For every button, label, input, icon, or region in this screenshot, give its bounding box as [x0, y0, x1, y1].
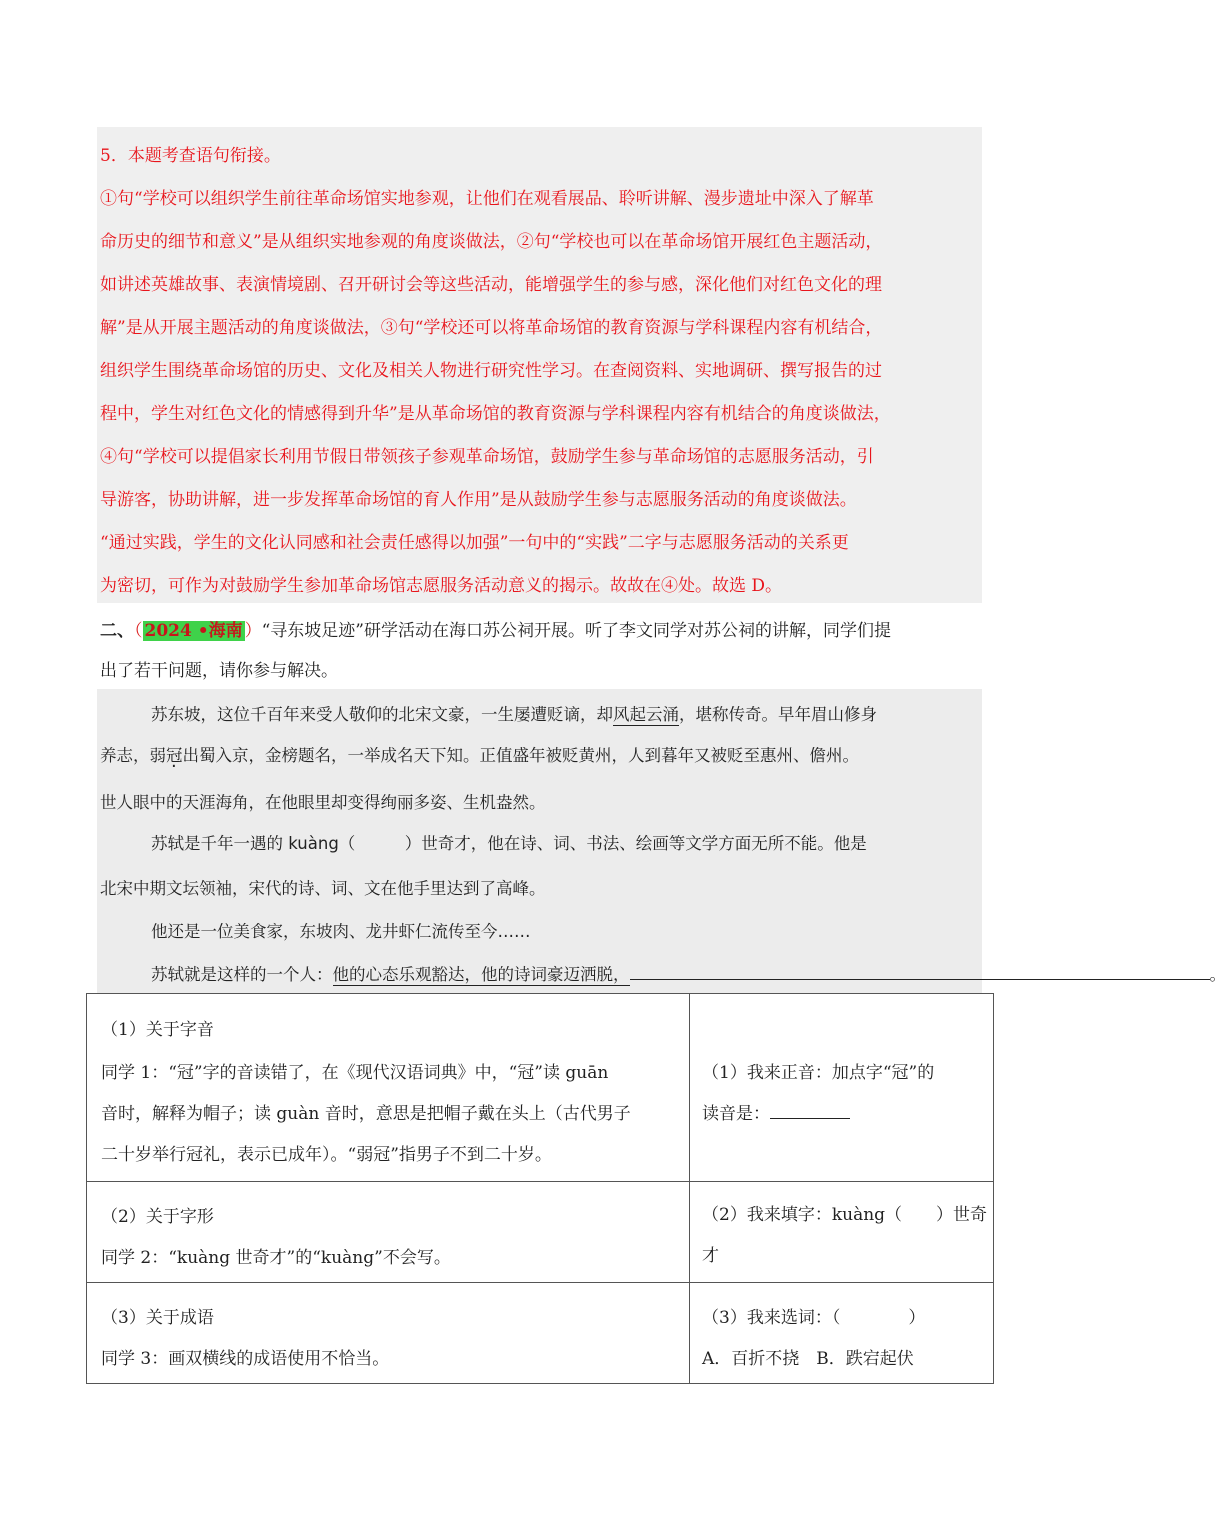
cell-text: 音时，解释为帽子；读 guàn 音时，意思是把帽子戴在头上（古代男子 [101, 1104, 631, 1124]
cell-text: 同学 3：画双横线的成语使用不恰当。 [101, 1349, 390, 1369]
answer-line: ①句“学校可以组织学生前往革命场馆实地参观，让他们在观看展品、聆听讲解、漫步遗址中深入了解革 [100, 189, 874, 209]
answer-line: 为密切，可作为对鼓励学生参加革命场馆志愿服务活动意义的揭示。故故在④处。故选 D。 [100, 576, 783, 596]
passage-text: 出蜀入京，金榜题名，一举成名天下知。正值盛年被贬黄州，人到暮年又被贬至惠州、儋州。 [182, 746, 859, 765]
cell-text: 读音是： [702, 1104, 770, 1124]
answer-line: 程中，学生对红色文化的情感得到升华”是从革命场馆的教育资源与学科课程内容有机结合的角度谈做法， [100, 404, 891, 424]
reading-passage [97, 689, 1226, 994]
passage-line [151, 701, 877, 725]
cell-text: 二十岁举行冠礼，表示已成年）。“弱冠”指男子不到二十岁。 [101, 1145, 552, 1165]
answer-line: 导游客，协助讲解，进一步发挥革命场馆的育人作用”是从鼓励学生参与志愿服务活动的角度谈做法。 [100, 490, 857, 510]
passage-line [100, 742, 859, 766]
passage-text: 苏轼就是这样的一个人： [151, 965, 333, 984]
passage-line: 北宋中期文坛领袖，宋代的诗、词、文在他手里达到了高峰。 [100, 879, 546, 898]
question-intro-cont: 出了若干问题，请你参与解决。 [100, 661, 338, 681]
paren-open: （ [134, 621, 143, 641]
passage-text: 。 [1209, 965, 1226, 984]
answer-explanation [97, 127, 982, 603]
table-row [87, 1283, 994, 1384]
source-tag: 2024 •海南 [144, 621, 243, 641]
dotted-character: 冠 [166, 746, 183, 765]
table-row [87, 1182, 994, 1283]
table-cell [690, 1283, 994, 1384]
passage-text: ，堪称传奇。早年眉山修身 [679, 705, 877, 724]
cell-title: （2）关于字形 [101, 1207, 214, 1227]
table-cell [87, 1283, 690, 1384]
cell-text: 同学 2：“kuàng 世奇才”的“kuàng”不会写。 [101, 1248, 451, 1268]
cell-text: 才 [702, 1246, 719, 1266]
table-cell [87, 1182, 690, 1283]
answer-line: 命历史的细节和意义”是从组织实地参观的角度谈做法，②句“学校也可以在革命场馆开展红色主题活动， [100, 232, 883, 252]
question-table [86, 993, 994, 1384]
paren-close: ） [244, 621, 262, 641]
answer-line: 解”是从开展主题活动的角度谈做法，③句“学校还可以将革命场馆的教育资源与学科课程内容有机结合， [100, 318, 883, 338]
fill-blank[interactable] [630, 965, 1210, 980]
answer-line: “通过实践，学生的文化认同感和社会责任感得以加强”一句中的“实践”二字与志愿服务活动的关系更 [100, 533, 849, 553]
answer-line: 组织学生围绕革命场馆的历史、文化及相关人物进行研究性学习。在查阅资料、实地调研、撰写报告的过 [100, 361, 882, 381]
answer-line: ④句“学校可以提倡家长利用节假日带领孩子参观革命场馆，鼓励学生参与革命场馆的志愿服务活动，引 [100, 447, 874, 467]
cell-title: （3）关于成语 [101, 1308, 214, 1328]
cell-title: （1）关于字音 [101, 1020, 214, 1040]
table-cell [690, 1182, 994, 1283]
underlined-idiom: 风起云涌 [613, 705, 679, 724]
question-heading [100, 616, 891, 641]
table-row [87, 994, 994, 1182]
cell-text: 同学 1：“冠”字的音读错了，在《现代汉语词典》中，“冠”读 guān [101, 1063, 609, 1083]
underlined-text: 他的心态乐观豁达，他的诗词豪迈洒脱， [332, 965, 630, 984]
question-intro: “寻东坡足迹”研学活动在海口苏公祠开展。听了李文同学对苏公祠的讲解，同学们提 [261, 621, 891, 641]
passage-line: 世人眼中的天涯海角，在他眼里却变得绚丽多姿、生机盎然。 [100, 793, 546, 812]
answer-line: 如讲述英雄故事、表演情境剧、召开研讨会等这些活动，能增强学生的参与感，深化他们对红色文化的理 [100, 275, 882, 295]
answer-line: 5．本题考查语句衔接。 [100, 146, 281, 166]
table-cell [690, 994, 994, 1182]
cell-text: （3）我来选词：（ ） [702, 1308, 926, 1328]
passage-text: 苏东坡，这位千百年来受人敬仰的北宋文豪，一生屡遭贬谪，却 [151, 705, 613, 724]
cell-text: A．百折不挠 B．跌宕起伏 [702, 1349, 914, 1369]
answer-blank[interactable] [770, 1104, 850, 1119]
question-number: 二、 [100, 621, 134, 641]
cell-text-line [702, 1099, 850, 1124]
passage-line: 他还是一位美食家，东坡肉、龙井虾仁流传至今…… [151, 922, 531, 941]
cell-text: （1）我来正音：加点字“冠”的 [702, 1063, 935, 1083]
cell-text: （2）我来填字：kuàng（ ）世奇 [702, 1205, 988, 1225]
passage-line [151, 961, 1226, 985]
table-cell [87, 994, 690, 1182]
passage-text: 养志，弱 [100, 746, 166, 765]
passage-line: 苏轼是千年一遇的 kuàng（ ）世奇才，他在诗、词、书法、绘画等文学方面无所不能。他是 [151, 834, 867, 853]
